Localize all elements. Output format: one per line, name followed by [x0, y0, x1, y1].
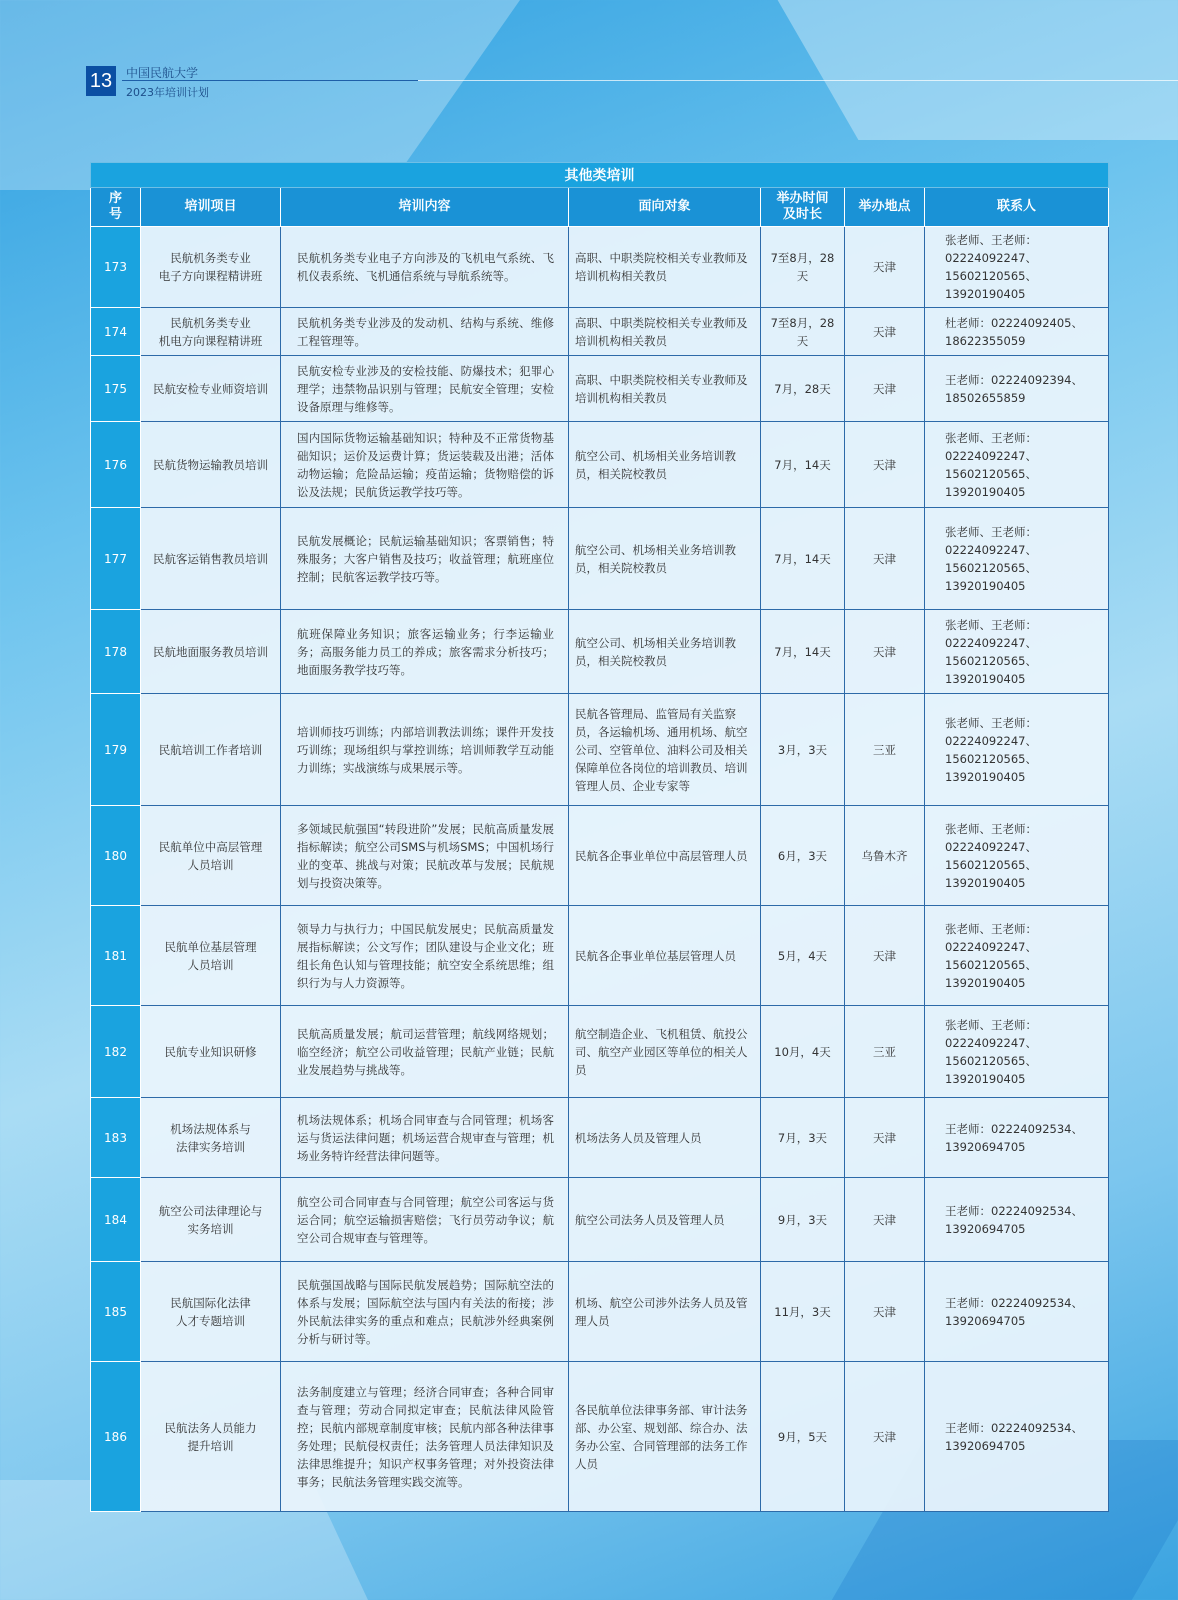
column-header-project: 培训项目 — [141, 188, 281, 227]
training-location: 乌鲁木齐 — [845, 806, 925, 906]
training-content: 民航发展概论；民航运输基础知识；客票销售；特殊服务；大客户销售及技巧；收益管理；航班座位控制；民航客运教学技巧等。 — [281, 508, 569, 610]
contact-info: 张老师、王老师： 02224092247、 15602120565、 13920190405 — [925, 694, 1109, 806]
target-audience: 航空制造企业、飞机租赁、航投公司、航空产业园区等单位的相关人员 — [569, 1006, 761, 1098]
table-row — [91, 356, 1109, 422]
page-number: 13 — [86, 66, 116, 96]
training-project: 民航培训工作者培训 — [141, 694, 281, 806]
table-row — [91, 1262, 1109, 1362]
training-location: 天津 — [845, 227, 925, 308]
training-project: 民航单位基层管理 人员培训 — [141, 906, 281, 1006]
training-project: 航空公司法律理论与 实务培训 — [141, 1178, 281, 1262]
column-header-contact: 联系人 — [925, 188, 1109, 227]
contact-info: 王老师：02224092534、 13920694705 — [925, 1098, 1109, 1178]
row-number: 174 — [91, 308, 141, 356]
training-location: 天津 — [845, 610, 925, 694]
table-row — [91, 227, 1109, 308]
training-location: 天津 — [845, 422, 925, 508]
contact-info: 张老师、王老师： 02224092247、 15602120565、 13920190405 — [925, 227, 1109, 308]
training-content: 民航高质量发展；航司运营管理；航线网络规划；临空经济；航空公司收益管理；民航产业链；民航业发展趋势与挑战等。 — [281, 1006, 569, 1098]
table-row — [91, 694, 1109, 806]
column-header-number: 序 号 — [91, 188, 141, 227]
training-project: 民航专业知识研修 — [141, 1006, 281, 1098]
schedule-duration: 7至8月，28天 — [761, 227, 845, 308]
row-number: 176 — [91, 422, 141, 508]
table-row — [91, 1178, 1109, 1262]
target-audience: 航空公司法务人员及管理人员 — [569, 1178, 761, 1262]
training-project: 民航机务类专业 机电方向课程精讲班 — [141, 308, 281, 356]
training-content: 民航机务类专业涉及的发动机、结构与系统、维修工程管理等。 — [281, 308, 569, 356]
training-location: 天津 — [845, 906, 925, 1006]
table-row — [91, 906, 1109, 1006]
training-content: 民航安检专业涉及的安检技能、防爆技术；犯罪心理学；违禁物品识别与管理；民航安全管理；安检设备原理与维修等。 — [281, 356, 569, 422]
target-audience: 民航各企事业单位中高层管理人员 — [569, 806, 761, 906]
row-number: 181 — [91, 906, 141, 1006]
training-table — [90, 162, 1109, 1512]
training-project: 民航地面服务教员培训 — [141, 610, 281, 694]
schedule-duration: 7月，14天 — [761, 508, 845, 610]
training-content: 民航机务类专业电子方向涉及的飞机电气系统、飞机仪表系统、飞机通信系统与导航系统等。 — [281, 227, 569, 308]
training-location: 三亚 — [845, 694, 925, 806]
training-content: 多领域民航强国“转段进阶”发展；民航高质量发展指标解读；航空公司SMS与机场SMS；中国机场行业的变革、挑战与对策；民航改革与发展；民航规划与投资决策等。 — [281, 806, 569, 906]
target-audience: 高职、中职类院校相关专业教师及培训机构相关教员 — [569, 227, 761, 308]
contact-info: 王老师：02224092534、 13920694705 — [925, 1178, 1109, 1262]
table-row — [91, 422, 1109, 508]
contact-info: 张老师、王老师： 02224092247、 15602120565、 13920190405 — [925, 422, 1109, 508]
training-content: 领导力与执行力；中国民航发展史；民航高质量发展指标解读；公文写作；团队建设与企业文化；班组长角色认知与管理技能；航空安全系统思维；组织行为与人力资源等。 — [281, 906, 569, 1006]
training-project: 机场法规体系与 法律实务培训 — [141, 1098, 281, 1178]
training-project: 民航法务人员能力 提升培训 — [141, 1362, 281, 1512]
university-name: 中国民航大学 — [126, 66, 199, 80]
schedule-duration: 6月，3天 — [761, 806, 845, 906]
contact-info: 张老师、王老师： 02224092247、 15602120565、 13920190405 — [925, 610, 1109, 694]
row-number: 179 — [91, 694, 141, 806]
table-row — [91, 508, 1109, 610]
target-audience: 高职、中职类院校相关专业教师及培训机构相关教员 — [569, 356, 761, 422]
contact-info: 王老师：02224092534、 13920694705 — [925, 1362, 1109, 1512]
training-project: 民航单位中高层管理 人员培训 — [141, 806, 281, 906]
schedule-duration: 10月，4天 — [761, 1006, 845, 1098]
training-location: 天津 — [845, 356, 925, 422]
target-audience: 高职、中职类院校相关专业教师及培训机构相关教员 — [569, 308, 761, 356]
row-number: 183 — [91, 1098, 141, 1178]
training-location: 天津 — [845, 1178, 925, 1262]
training-content: 民航强国战略与国际民航发展趋势；国际航空法的体系与发展；国际航空法与国内有关法的衔接；涉外民航法律实务的重点和难点；民航涉外经典案例分析与研讨等。 — [281, 1262, 569, 1362]
table-row — [91, 1006, 1109, 1098]
background-shape — [778, 0, 1178, 140]
schedule-duration: 9月，3天 — [761, 1178, 845, 1262]
table-title: 其他类培训 — [91, 163, 1109, 188]
schedule-duration: 7月，14天 — [761, 422, 845, 508]
schedule-duration: 7月，14天 — [761, 610, 845, 694]
schedule-duration: 7月，28天 — [761, 356, 845, 422]
schedule-duration: 11月，3天 — [761, 1262, 845, 1362]
schedule-duration: 5月，4天 — [761, 906, 845, 1006]
table-body — [91, 227, 1109, 1512]
row-number: 185 — [91, 1262, 141, 1362]
schedule-duration: 9月，5天 — [761, 1362, 845, 1512]
table-row — [91, 308, 1109, 356]
training-project: 民航客运销售教员培训 — [141, 508, 281, 610]
header-divider-extension — [418, 80, 1178, 81]
training-project: 民航国际化法律 人才专题培训 — [141, 1262, 281, 1362]
target-audience: 机场、航空公司涉外法务人员及管理人员 — [569, 1262, 761, 1362]
training-content: 机场法规体系；机场合同审查与合同管理；机场客运与货运法律问题；机场运营合规审查与管理；机场业务特许经营法律问题等。 — [281, 1098, 569, 1178]
schedule-duration: 7至8月，28天 — [761, 308, 845, 356]
row-number: 175 — [91, 356, 141, 422]
target-audience: 各民航单位法律事务部、审计法务部、办公室、规划部、综合办、法务办公室、合同管理部的法务工作人员 — [569, 1362, 761, 1512]
training-location: 天津 — [845, 1262, 925, 1362]
training-content: 法务制度建立与管理；经济合同审查；各种合同审查与管理；劳动合同拟定审查；民航法律风险管控；民航内部规章制度审核；民航内部各种法律事务处理；民航侵权责任；法务管理人员法律知识及法律思维提升；知识产权事务管理；对外投资法律事务；民航法务管理实践交流等。 — [281, 1362, 569, 1512]
target-audience: 航空公司、机场相关业务培训教员，相关院校教员 — [569, 508, 761, 610]
training-location: 三亚 — [845, 1006, 925, 1098]
training-location: 天津 — [845, 508, 925, 610]
target-audience: 航空公司、机场相关业务培训教员，相关院校教员 — [569, 610, 761, 694]
row-number: 186 — [91, 1362, 141, 1512]
row-number: 182 — [91, 1006, 141, 1098]
training-project: 民航货物运输教员培训 — [141, 422, 281, 508]
target-audience: 机场法务人员及管理人员 — [569, 1098, 761, 1178]
column-header-location: 举办地点 — [845, 188, 925, 227]
row-number: 178 — [91, 610, 141, 694]
row-number: 177 — [91, 508, 141, 610]
plan-title: 2023年培训计划 — [126, 86, 209, 99]
row-number: 173 — [91, 227, 141, 308]
table-row — [91, 1098, 1109, 1178]
contact-info: 张老师、王老师： 02224092247、 15602120565、 13920190405 — [925, 906, 1109, 1006]
training-project: 民航机务类专业 电子方向课程精讲班 — [141, 227, 281, 308]
row-number: 180 — [91, 806, 141, 906]
schedule-duration: 7月，3天 — [761, 1098, 845, 1178]
training-content: 航空公司合同审查与合同管理；航空公司客运与货运合同；航空运输损害赔偿；飞行员劳动争议；航空公司合规审查与管理等。 — [281, 1178, 569, 1262]
contact-info: 张老师、王老师： 02224092247、 15602120565、 13920190405 — [925, 806, 1109, 906]
training-content: 航班保障业务知识；旅客运输业务；行李运输业务；高服务能力员工的养成；旅客需求分析技巧；地面服务教学技巧等。 — [281, 610, 569, 694]
training-table-container — [90, 162, 1108, 1512]
training-content: 国内国际货物运输基础知识；特种及不正常货物基础知识；运价及运费计算；货运装载及出港；活体动物运输；危险品运输；疫苗运输；货物赔偿的诉讼及法规；民航货运教学技巧等。 — [281, 422, 569, 508]
column-header-content: 培训内容 — [281, 188, 569, 227]
target-audience: 航空公司、机场相关业务培训教员，相关院校教员 — [569, 422, 761, 508]
contact-info: 杜老师：02224092405、 18622355059 — [925, 308, 1109, 356]
row-number: 184 — [91, 1178, 141, 1262]
table-row — [91, 1362, 1109, 1512]
training-location: 天津 — [845, 1362, 925, 1512]
schedule-duration: 3月，3天 — [761, 694, 845, 806]
training-project: 民航安检专业师资培训 — [141, 356, 281, 422]
training-location: 天津 — [845, 308, 925, 356]
table-row — [91, 610, 1109, 694]
contact-info: 张老师、王老师： 02224092247、 15602120565、 13920190405 — [925, 1006, 1109, 1098]
target-audience: 民航各管理局、监管局有关监察员，各运输机场、通用机场、航空公司、空管单位、油料公司及相关保障单位各岗位的培训教员、培训管理人员、企业专家等 — [569, 694, 761, 806]
table-row — [91, 806, 1109, 906]
target-audience: 民航各企事业单位基层管理人员 — [569, 906, 761, 1006]
contact-info: 王老师：02224092534、 13920694705 — [925, 1262, 1109, 1362]
column-header-time: 举办时间 及时长 — [761, 188, 845, 227]
table-header-row — [91, 188, 1109, 227]
training-content: 培训师技巧训练；内部培训教法训练；课件开发技巧训练；现场组织与掌控训练；培训师教学互动能力训练；实战演练与成果展示等。 — [281, 694, 569, 806]
contact-info: 王老师：02224092394、 18502655859 — [925, 356, 1109, 422]
training-location: 天津 — [845, 1098, 925, 1178]
column-header-audience: 面向对象 — [569, 188, 761, 227]
contact-info: 张老师、王老师： 02224092247、 15602120565、 13920190405 — [925, 508, 1109, 610]
